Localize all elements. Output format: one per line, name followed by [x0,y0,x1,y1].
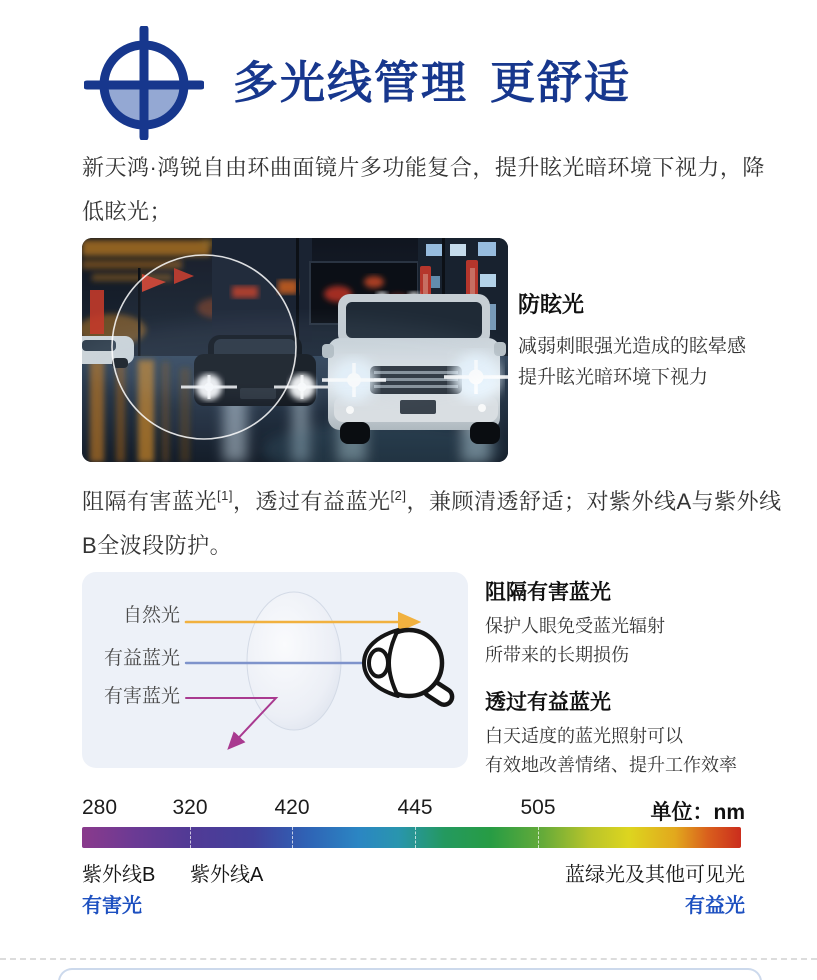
tick-445nm: 445 [397,796,433,819]
anti-glare-line2: 提升眩光暗环境下视力 [518,367,709,388]
blue-light-paragraph [82,474,782,568]
blue-light-benefits-block [485,576,775,780]
anti-glare-heading: 防眩光 [518,292,585,317]
harmful-light-label: 有害光 [82,895,142,917]
wavelength-spectrum-bar [82,827,741,848]
divider-320nm [190,827,191,848]
tick-320nm: 320 [172,796,208,819]
next-section-card-edge [58,968,762,980]
anti-glare-block [518,288,746,393]
beneficial-blue-label: 有益蓝光 [103,648,180,669]
block-pass-line1: 白天适度的蓝光照射可以 [485,726,683,746]
harmful-blue-label: 有害蓝光 [103,686,180,707]
anti-glare-line1: 减弱刺眼强光造成的眩晕感 [518,336,747,357]
band-visible-label: 蓝绿光及其他可见光 [565,864,745,886]
eye-lens [369,650,388,677]
blue-light-seg2: ，透过有益蓝光 [232,489,391,514]
lens-circle-overlay [112,255,296,439]
beneficial-light-label: 有益光 [685,895,745,917]
tick-420nm: 420 [274,796,310,819]
blue-light-seg1: 阻隔有害蓝光 [82,489,218,514]
title-main: 多光线管理 [233,57,469,108]
block-harmful-heading: 阻隔有害蓝光 [485,581,611,604]
title-sub: 更舒适 [490,57,632,108]
block-pass-line2: 有效地改善情绪、提升工作效率 [485,755,737,775]
page-title [233,46,631,111]
block-harmful-line2: 所带来的长期损伤 [485,645,629,665]
footnote-ref-1: [1] [217,488,233,503]
blue-light-seg3: ，兼顾清透舒适；对紫外线A与紫外线B全波段防护。 [82,489,782,558]
band-uva-label: 紫外线A [190,864,264,886]
intro-paragraph: 新天鸿·鸿锐自由环曲面镜片多功能复合，提升眩光暗环境下视力，降低眩光； [82,155,765,224]
natural-light-label: 自然光 [122,605,180,626]
lens-shape [247,592,341,730]
section-dashed-divider [0,958,817,960]
divider-420nm [292,827,293,848]
eye-illustration [364,630,455,708]
block-pass-heading: 透过有益蓝光 [485,691,611,714]
tick-280nm: 280 [82,796,118,819]
divider-445nm [415,827,416,848]
band-uvb-label: 紫外线B [82,864,156,886]
divider-505nm [538,827,539,848]
crosshair-target-icon [84,26,204,140]
night-street-photo [82,238,508,462]
footnote-ref-2: [2] [390,488,407,503]
unit-label: 单位：nm [650,801,745,824]
tick-505nm: 505 [520,796,556,819]
block-harmful-line1: 保护人眼免受蓝光辐射 [485,616,665,636]
lens-diagram-panel [82,572,468,768]
